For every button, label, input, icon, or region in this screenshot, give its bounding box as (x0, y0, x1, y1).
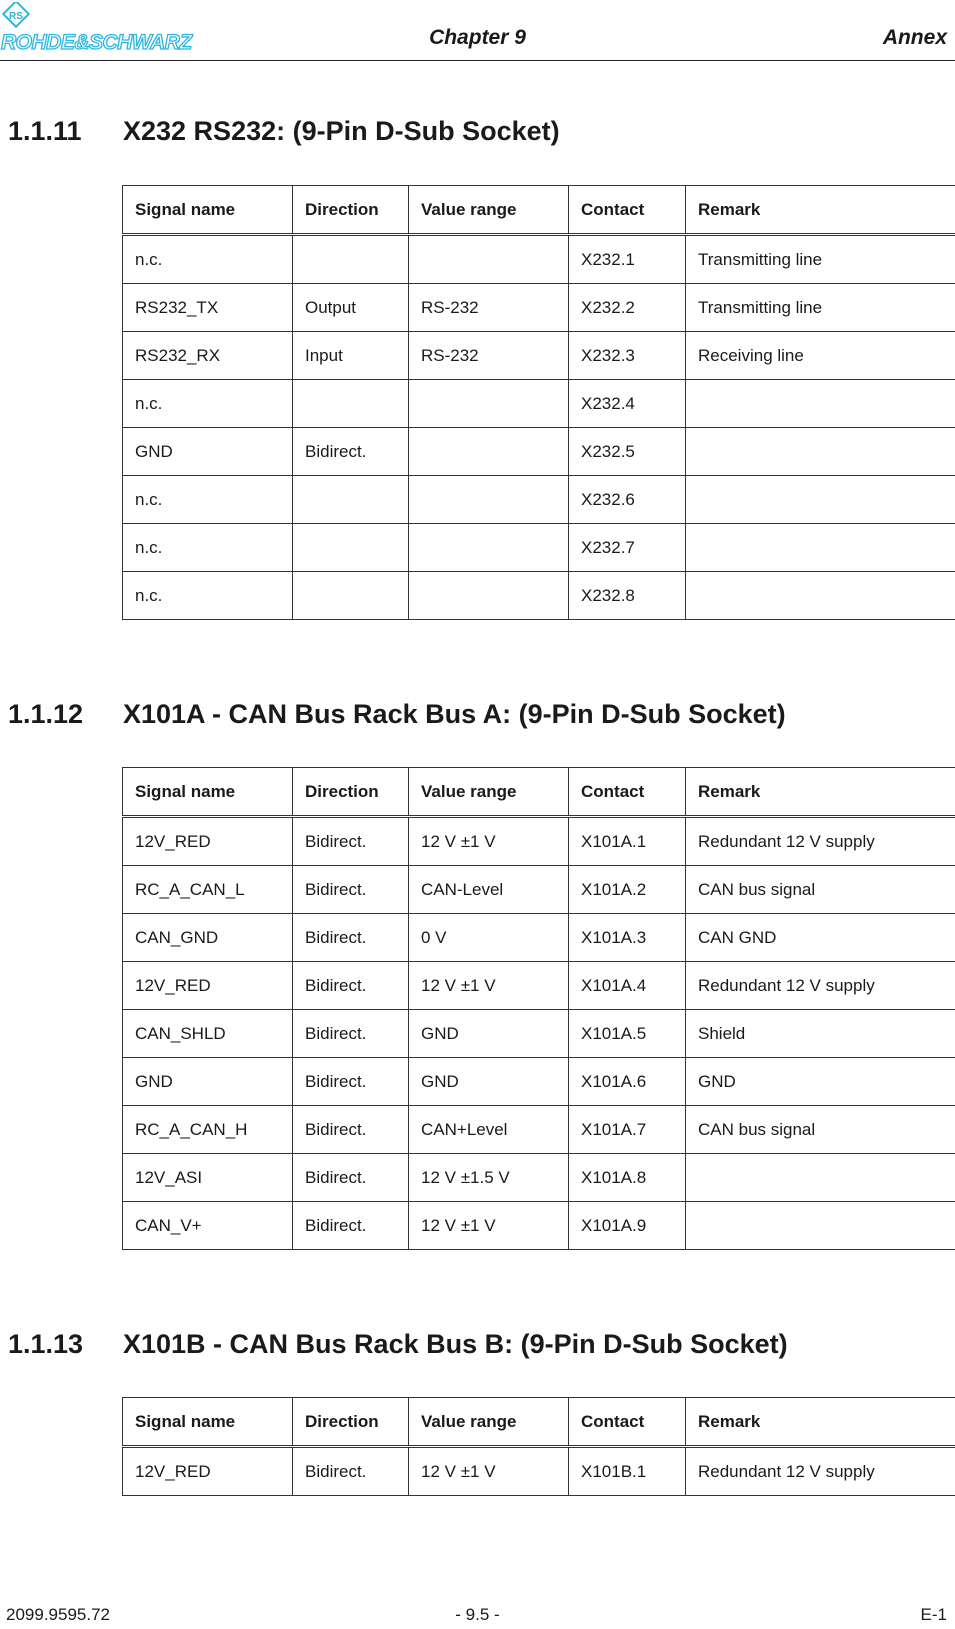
table-cell: n.c. (123, 380, 293, 428)
table-cell: 12V_RED (123, 1447, 293, 1496)
table-cell: Bidirect. (293, 1447, 409, 1496)
page-number: - 9.5 - (455, 1605, 500, 1624)
table-cell (409, 572, 569, 620)
table-cell: CAN-Level (409, 866, 569, 914)
table-cell (409, 476, 569, 524)
table-cell: 12V_RED (123, 817, 293, 866)
table-cell: 12V_ASI (123, 1154, 293, 1202)
column-header: Value range (409, 186, 569, 235)
table-cell: GND (409, 1058, 569, 1106)
table-row (123, 284, 955, 332)
table-cell: Redundant 12 V supply (686, 1447, 955, 1496)
table-cell: X101A.6 (569, 1058, 686, 1106)
table-row (123, 332, 955, 380)
table-header-row (123, 186, 955, 235)
table-cell: CAN_SHLD (123, 1010, 293, 1058)
svg-text:RS: RS (9, 11, 23, 22)
table-cell: RS-232 (409, 284, 569, 332)
section-number: 1.1.11 (8, 116, 82, 146)
table-cell: 12 V ±1 V (409, 1447, 569, 1496)
table-header-row (123, 768, 955, 817)
table-cell: Shield (686, 1010, 955, 1058)
table-row (123, 476, 955, 524)
table-cell: Bidirect. (293, 1058, 409, 1106)
table-cell (686, 1202, 955, 1250)
table-cell: n.c. (123, 524, 293, 572)
table-cell: Redundant 12 V supply (686, 962, 955, 1010)
table-cell: X232.5 (569, 428, 686, 476)
table-cell: Redundant 12 V supply (686, 817, 955, 866)
table-cell (686, 524, 955, 572)
table-cell (686, 428, 955, 476)
table-cell: GND (686, 1058, 955, 1106)
table-cell: X101A.7 (569, 1106, 686, 1154)
column-header: Signal name (123, 186, 293, 235)
table-cell: 12 V ±1 V (409, 962, 569, 1010)
column-header: Signal name (123, 768, 293, 817)
table-row (123, 1447, 955, 1496)
table-cell: CAN bus signal (686, 1106, 955, 1154)
table-row (123, 235, 955, 284)
table-row (123, 380, 955, 428)
table-cell: Bidirect. (293, 1202, 409, 1250)
edition-label: E-1 (920, 1605, 947, 1624)
column-header: Remark (686, 1398, 955, 1447)
table-cell: Bidirect. (293, 1154, 409, 1202)
table-cell: CAN_GND (123, 914, 293, 962)
pin-table-x101b (122, 1397, 955, 1496)
table-cell: RS-232 (409, 332, 569, 380)
table-row (123, 1202, 955, 1250)
pin-table-x101a (122, 767, 955, 1250)
section-title-text: X101B - CAN Bus Rack Bus B: (9-Pin D-Sub Socket) (123, 1329, 788, 1359)
table-cell: RS232_TX (123, 284, 293, 332)
table-cell: Bidirect. (293, 914, 409, 962)
table-cell: 0 V (409, 914, 569, 962)
table-cell: Transmitting line (686, 235, 955, 284)
table-cell: X232.1 (569, 235, 686, 284)
table-cell: GND (409, 1010, 569, 1058)
table-cell (686, 1154, 955, 1202)
table-cell: 12 V ±1 V (409, 1202, 569, 1250)
table-cell: n.c. (123, 572, 293, 620)
section-heading (8, 1329, 788, 1360)
table-cell: X232.7 (569, 524, 686, 572)
section-title-text: X232 RS232: (9-Pin D-Sub Socket) (123, 116, 560, 146)
column-header: Remark (686, 186, 955, 235)
table-cell (293, 235, 409, 284)
table-row (123, 914, 955, 962)
table-cell: RC_A_CAN_L (123, 866, 293, 914)
table-row (123, 572, 955, 620)
table-row (123, 1058, 955, 1106)
table-cell: CAN+Level (409, 1106, 569, 1154)
column-header: Signal name (123, 1398, 293, 1447)
table-row (123, 1106, 955, 1154)
table-cell: GND (123, 1058, 293, 1106)
pin-table-x232 (122, 185, 955, 620)
page-header (0, 0, 955, 62)
table-cell: RS232_RX (123, 332, 293, 380)
section-label: Annex (882, 26, 947, 49)
table-cell: X232.2 (569, 284, 686, 332)
table-cell (293, 524, 409, 572)
table-row (123, 866, 955, 914)
table-cell (293, 476, 409, 524)
doc-number: 2099.9595.72 (6, 1605, 110, 1624)
table-cell: X101A.9 (569, 1202, 686, 1250)
column-header: Value range (409, 768, 569, 817)
section-number: 1.1.12 (8, 699, 84, 729)
table-cell: X101A.1 (569, 817, 686, 866)
table-cell: Output (293, 284, 409, 332)
table-cell: X232.8 (569, 572, 686, 620)
table-cell: Bidirect. (293, 817, 409, 866)
section-heading (8, 116, 560, 147)
column-header: Direction (293, 768, 409, 817)
table-cell (686, 572, 955, 620)
table-cell: CAN GND (686, 914, 955, 962)
column-header: Remark (686, 768, 955, 817)
table-cell (409, 380, 569, 428)
table-cell (409, 524, 569, 572)
table-cell: GND (123, 428, 293, 476)
table-cell (686, 476, 955, 524)
table-row (123, 1154, 955, 1202)
column-header: Value range (409, 1398, 569, 1447)
table-row (123, 962, 955, 1010)
table-cell (293, 572, 409, 620)
chapter-label: Chapter 9 (429, 26, 526, 49)
table-cell (293, 380, 409, 428)
table-cell (409, 428, 569, 476)
table-cell: n.c. (123, 476, 293, 524)
column-header: Contact (569, 186, 686, 235)
table-cell: X101B.1 (569, 1447, 686, 1496)
table-row (123, 428, 955, 476)
table-cell: X101A.5 (569, 1010, 686, 1058)
table-cell: X101A.2 (569, 866, 686, 914)
table-cell: 12V_RED (123, 962, 293, 1010)
table-row (123, 817, 955, 866)
table-cell (409, 235, 569, 284)
table-cell: X101A.8 (569, 1154, 686, 1202)
table-cell: X232.3 (569, 332, 686, 380)
table-cell: Bidirect. (293, 1106, 409, 1154)
table-cell: Receiving line (686, 332, 955, 380)
column-header: Direction (293, 186, 409, 235)
table-cell: X232.6 (569, 476, 686, 524)
table-cell: CAN_V+ (123, 1202, 293, 1250)
column-header: Direction (293, 1398, 409, 1447)
table-cell: Input (293, 332, 409, 380)
table-cell: CAN bus signal (686, 866, 955, 914)
table-cell: 12 V ±1 V (409, 817, 569, 866)
section-number: 1.1.13 (8, 1329, 84, 1359)
table-cell: Bidirect. (293, 1010, 409, 1058)
table-cell: Bidirect. (293, 866, 409, 914)
table-row (123, 1010, 955, 1058)
column-header: Contact (569, 1398, 686, 1447)
table-row (123, 524, 955, 572)
svg-text:ROHDE&SCHWARZ: ROHDE&SCHWARZ (1, 31, 192, 54)
table-cell: Bidirect. (293, 428, 409, 476)
table-cell (686, 380, 955, 428)
table-cell: n.c. (123, 235, 293, 284)
table-cell: X232.4 (569, 380, 686, 428)
table-cell: RC_A_CAN_H (123, 1106, 293, 1154)
table-header-row (123, 1398, 955, 1447)
table-cell: X101A.3 (569, 914, 686, 962)
section-heading (8, 699, 786, 730)
header-rule (0, 60, 955, 61)
table-cell: 12 V ±1.5 V (409, 1154, 569, 1202)
table-cell: Bidirect. (293, 962, 409, 1010)
section-title-text: X101A - CAN Bus Rack Bus A: (9-Pin D-Sub Socket) (123, 699, 786, 729)
column-header: Contact (569, 768, 686, 817)
table-cell: Transmitting line (686, 284, 955, 332)
table-cell: X101A.4 (569, 962, 686, 1010)
